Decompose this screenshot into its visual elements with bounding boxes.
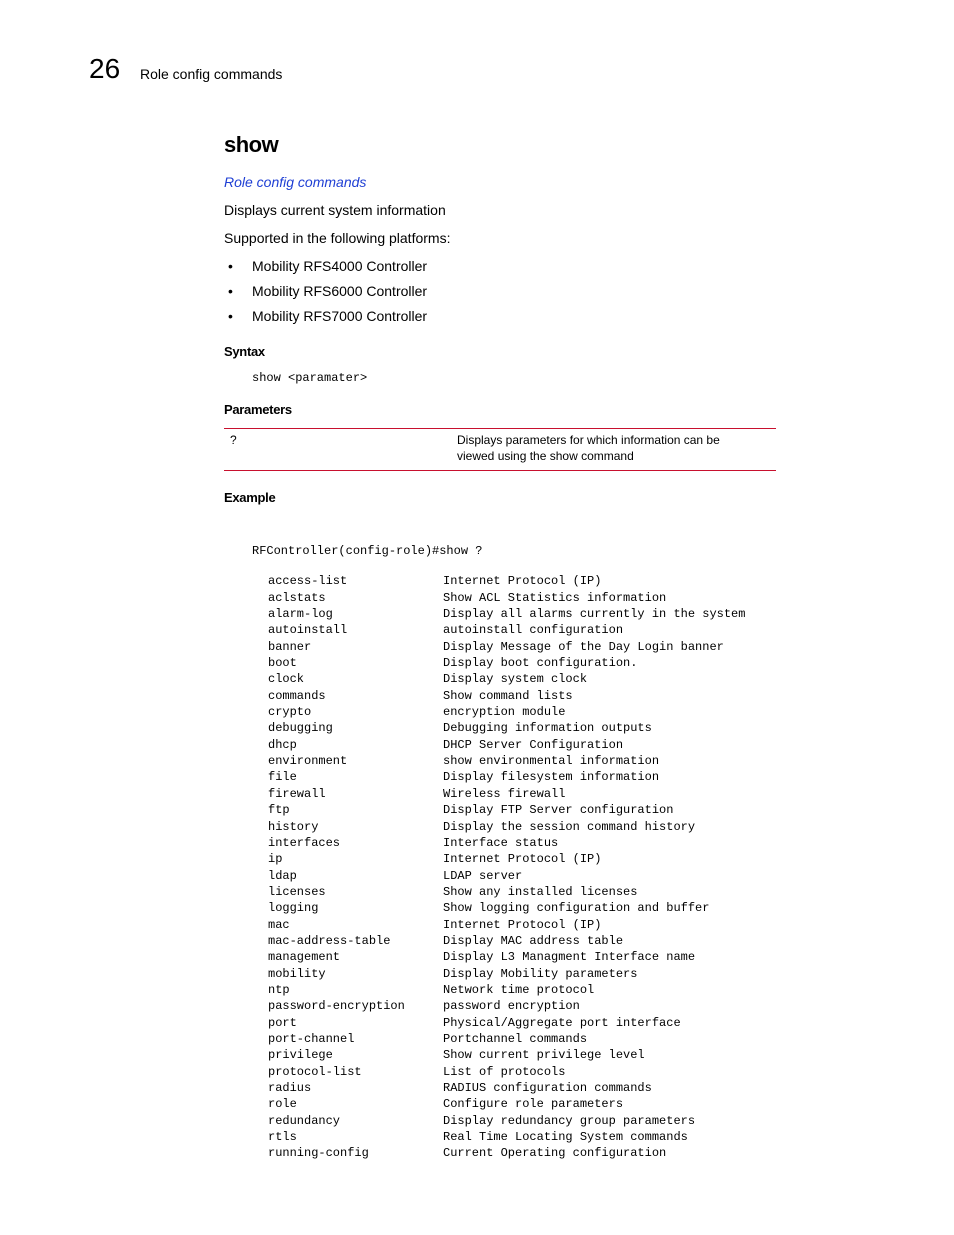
example-command: interfaces: [268, 835, 341, 850]
example-entry: [252, 704, 566, 720]
example-command-description: show environmental information: [443, 754, 660, 769]
example-entry: [252, 1113, 696, 1129]
syntax-code: show <paramater>: [252, 371, 368, 385]
example-command-description: Wireless firewall: [443, 786, 566, 801]
example-command: ftp: [268, 803, 290, 818]
example-command-description: Physical/Aggregate port interface: [443, 1015, 681, 1030]
example-entry: [252, 573, 602, 589]
example-entry: [252, 1031, 588, 1047]
example-entry: [252, 622, 624, 638]
example-command-description: Internet Protocol (IP): [443, 852, 602, 867]
bullet-icon: •: [228, 283, 233, 299]
param-name: ?: [230, 433, 237, 447]
example-command: ip: [268, 852, 283, 867]
list-item: [224, 283, 427, 308]
example-command-description: encryption module: [443, 705, 566, 720]
example-command: alarm-log: [268, 607, 333, 622]
example-command-description: Show logging configuration and buffer: [443, 901, 710, 916]
example-command-description: Real Time Locating System commands: [443, 1130, 688, 1145]
example-command: mac: [268, 917, 290, 932]
example-command-description: RADIUS configuration commands: [443, 1081, 652, 1095]
example-command: running-config: [268, 1146, 369, 1161]
example-entry: [252, 737, 624, 753]
example-command: crypto: [268, 705, 312, 720]
example-command: mac-address-table: [268, 933, 391, 948]
example-command-description: Debugging information outputs: [443, 721, 652, 736]
example-command-description: password encryption: [443, 999, 580, 1014]
example-entry: [252, 900, 710, 916]
example-entry: [252, 1145, 667, 1161]
example-command: logging: [268, 901, 319, 916]
example-entry: [252, 1096, 624, 1112]
example-entry: [252, 688, 573, 704]
example-entry: [252, 1064, 566, 1080]
bullet-icon: •: [228, 308, 233, 324]
example-entry: [252, 819, 696, 835]
example-command-description: autoinstall configuration: [443, 623, 624, 638]
example-entry: [252, 868, 523, 884]
example-command: ntp: [268, 982, 290, 997]
example-command-description: Display redundancy group parameters: [443, 1113, 696, 1128]
breadcrumb-link[interactable]: Role config commands: [224, 174, 367, 190]
example-entry: [252, 966, 638, 982]
example-command: licenses: [268, 884, 326, 899]
bullet-icon: •: [228, 258, 233, 274]
example-command: password-encryption: [268, 999, 405, 1014]
example-command-description: Network time protocol: [443, 982, 595, 997]
example-command: aclstats: [268, 590, 326, 605]
example-command-description: Display Mobility parameters: [443, 966, 638, 981]
example-command: debugging: [268, 721, 333, 736]
example-command-description: Display L3 Managment Interface name: [443, 950, 696, 965]
description: Displays current system information: [224, 202, 446, 218]
example-command: rtls: [268, 1130, 297, 1145]
example-entry: [252, 753, 660, 769]
example-entry: [252, 802, 674, 818]
chapter-number: 26: [89, 53, 121, 84]
example-command-description: Display boot configuration.: [443, 656, 638, 671]
example-entry: [252, 998, 580, 1014]
example-entry: [252, 590, 667, 606]
example-command-description: Configure role parameters: [443, 1097, 624, 1112]
example-command-description: Display filesystem information: [443, 770, 660, 785]
example-command: port-channel: [268, 1031, 355, 1046]
example-command: redundancy: [268, 1113, 341, 1128]
example-command: history: [268, 819, 319, 834]
example-command: dhcp: [268, 737, 297, 752]
example-command-description: Display all alarms currently in the system: [443, 607, 746, 622]
example-command: privilege: [268, 1048, 333, 1063]
example-command-description: Display Message of the Day Login banner: [443, 639, 724, 654]
example-command-description: Current Operating configuration: [443, 1146, 667, 1161]
example-command: port: [268, 1015, 297, 1030]
example-entry: [252, 835, 559, 851]
example-command: role: [268, 1097, 297, 1112]
example-entry: [252, 769, 660, 785]
example-command-description: Display system clock: [443, 672, 588, 687]
example-command-description: Display the session command history: [443, 819, 696, 834]
example-command-description: Show command lists: [443, 688, 573, 703]
param-description: Displays parameters for which information can be viewed using the show command: [457, 433, 720, 463]
example-entry: [252, 851, 602, 867]
example-command: management: [268, 950, 341, 965]
syntax-heading: Syntax: [224, 344, 265, 359]
example-command: autoinstall: [268, 623, 348, 638]
example-command-description: Internet Protocol (IP): [443, 917, 602, 932]
example-entry: [252, 606, 746, 622]
example-command-description: Show ACL Statistics information: [443, 590, 667, 605]
example-command: clock: [268, 672, 305, 687]
example-command: radius: [268, 1081, 312, 1095]
example-command: protocol-list: [268, 1064, 362, 1079]
example-command: mobility: [268, 966, 326, 981]
example-entry: [252, 639, 724, 655]
example-entry: [252, 720, 652, 736]
example-entry: [252, 949, 696, 965]
example-entry: [252, 1080, 652, 1096]
list-item: [224, 258, 427, 283]
example-command-description: Interface status: [443, 835, 559, 850]
example-command-description: List of protocols: [443, 1064, 566, 1079]
example-command-description: Show current privilege level: [443, 1048, 645, 1063]
example-command: file: [268, 770, 297, 785]
example-command-description: Show any installed licenses: [443, 884, 638, 899]
example-entry: [252, 884, 638, 900]
example-command: banner: [268, 639, 312, 654]
example-command-description: Display FTP Server configuration: [443, 803, 674, 818]
platform-label: Mobility RFS6000 Controller: [252, 283, 428, 299]
example-entry: [252, 655, 638, 671]
example-entry: [252, 1047, 645, 1063]
example-command: access-list: [268, 574, 348, 589]
example-prompt: RFController(config-role)#show ?: [252, 544, 483, 558]
parameters-heading: Parameters: [224, 402, 292, 417]
example-entry: [252, 786, 566, 802]
example-command: ldap: [268, 868, 297, 883]
platform-label: Mobility RFS7000 Controller: [252, 308, 428, 324]
example-code: [252, 515, 746, 1162]
example-entry: [252, 933, 624, 949]
example-heading: Example: [224, 490, 276, 505]
list-item: [224, 308, 427, 333]
example-entry: [252, 671, 588, 687]
example-command-description: LDAP server: [443, 868, 523, 883]
platform-label: Mobility RFS4000 Controller: [252, 258, 428, 274]
example-command: environment: [268, 754, 348, 769]
example-command: firewall: [268, 786, 326, 801]
example-command-description: Internet Protocol (IP): [443, 574, 602, 589]
example-entry: [252, 917, 602, 933]
parameters-table: [224, 428, 776, 471]
chapter-title: Role config commands: [140, 66, 283, 82]
example-command-description: Display MAC address table: [443, 933, 624, 948]
example-entry: [252, 982, 595, 998]
example-entry: [252, 1129, 688, 1145]
example-command-description: DHCP Server Configuration: [443, 737, 624, 752]
section-title: show: [224, 132, 279, 157]
example-command: commands: [268, 688, 326, 703]
example-command-description: Portchannel commands: [443, 1031, 588, 1046]
example-entry: [252, 1015, 681, 1031]
platform-list: [224, 258, 427, 333]
supported-intro: Supported in the following platforms:: [224, 230, 451, 246]
example-command: boot: [268, 656, 297, 671]
